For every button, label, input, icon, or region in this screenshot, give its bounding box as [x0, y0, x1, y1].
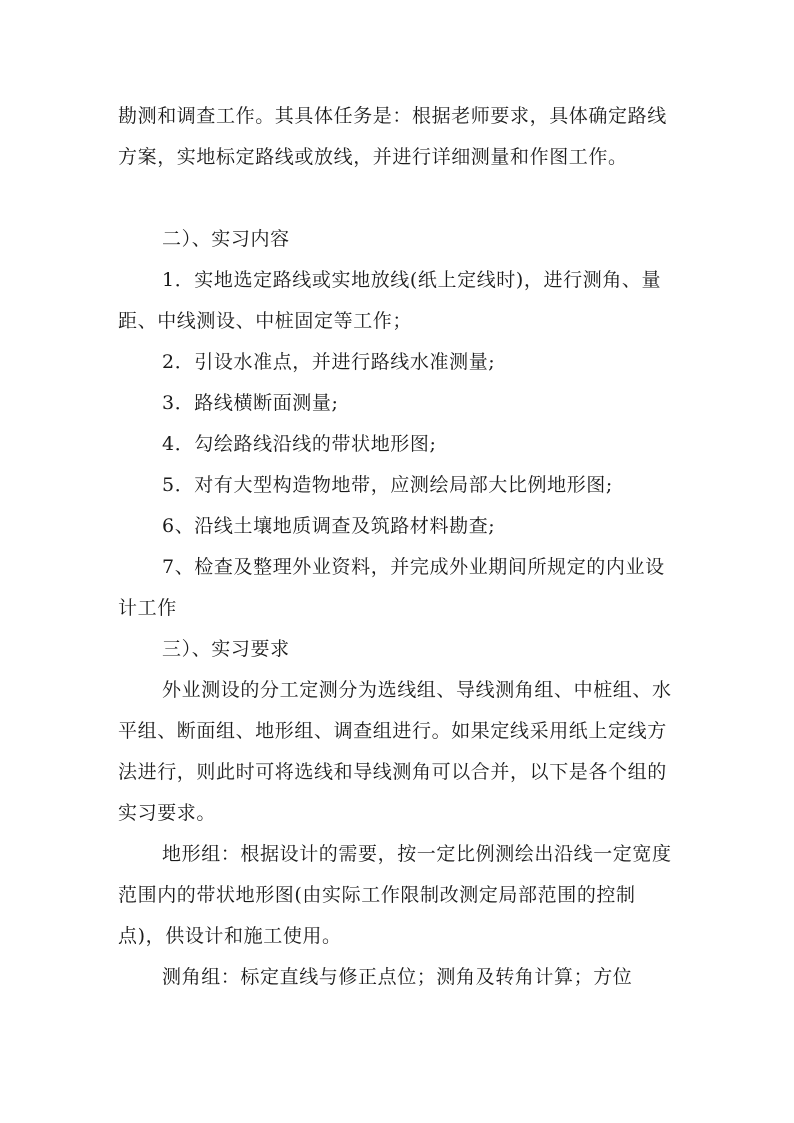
list-item-3: 3．路线横断面测量; — [162, 392, 339, 414]
list-item-2: 2．引设水准点，并进行路线水准测量; — [162, 351, 496, 373]
list-item-6: 6、沿线土壤地质调查及筑路材料勘查; — [162, 515, 496, 537]
list-item-7: 7、检查及整理外业资料，并完成外业期间所规定的内业设计工作 — [118, 556, 665, 619]
list-item-4: 4．勾绘路线沿线的带状地形图; — [162, 433, 437, 455]
list-item-1: 1．实地选定路线或实地放线(纸上定线时)，进行测角、量距、中线测设、中桩固定等工作； — [118, 269, 662, 332]
heading-practice-requirements: 三）、实习要求 — [162, 638, 290, 660]
paragraph-terrain-group: 地形组：根据设计的需要，按一定比例测绘出沿线一定宽度范围内的带状地形图(由实际工作限制改测定局部范围的控制点)，供设计和施工使用。 — [118, 843, 672, 947]
paragraph-group-division: 外业测设的分工定测分为选线组、导线测角组、中桩组、水平组、断面组、地形组、调查组进行。如果定线采用纸上定线方法进行，则此时可将选线和导线测角可以合并，以下是各个组的实习要求。 — [118, 679, 672, 824]
paragraph-angle-group: 测角组：标定直线与修正点位；测角及转角计算；方位 — [162, 966, 633, 988]
heading-practice-content: 二）、实习内容 — [162, 228, 290, 250]
paragraph-survey-tasks: 勘测和调查工作。其具体任务是：根据老师要求，具体确定路线方案，实地标定路线或放线，并进行详细测量和作图工作。 — [118, 105, 667, 168]
list-item-5: 5．对有大型构造物地带，应测绘局部大比例地形图; — [162, 474, 613, 496]
